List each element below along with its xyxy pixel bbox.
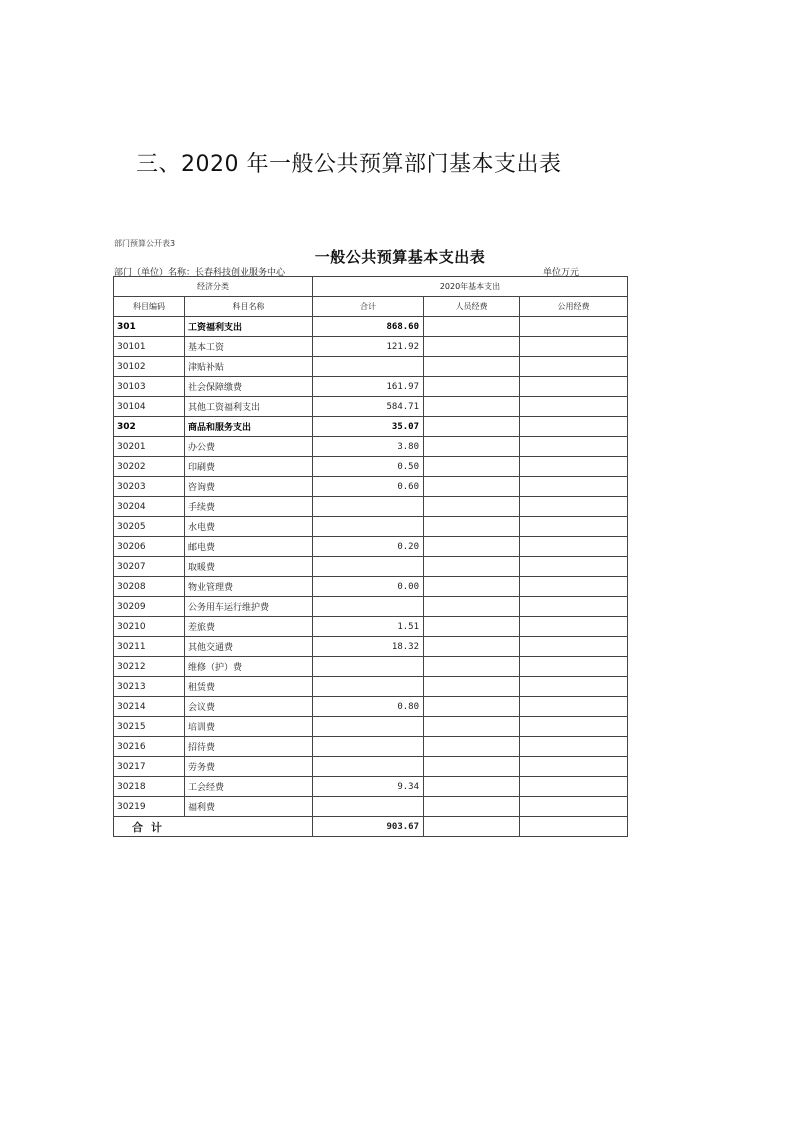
cell-total xyxy=(313,757,424,777)
table-row xyxy=(114,797,628,817)
cell-name: 工会经费 xyxy=(185,777,313,797)
cell-personnel xyxy=(424,577,520,597)
table-row xyxy=(114,697,628,717)
cell-code: 30216 xyxy=(114,737,185,757)
table-row xyxy=(114,517,628,537)
cell-code: 30203 xyxy=(114,477,185,497)
cell-code: 30101 xyxy=(114,337,185,357)
cell-name: 差旅费 xyxy=(185,617,313,637)
cell-total xyxy=(313,517,424,537)
table-row xyxy=(114,317,628,337)
cell-personnel xyxy=(424,617,520,637)
cell-personnel xyxy=(424,397,520,417)
cell-name: 基本工资 xyxy=(185,337,313,357)
cell-personnel xyxy=(424,377,520,397)
cell-name: 劳务费 xyxy=(185,757,313,777)
cell-total: 0.60 xyxy=(313,477,424,497)
cell-code: 30206 xyxy=(114,537,185,557)
cell-personnel xyxy=(424,437,520,457)
cell-total xyxy=(313,797,424,817)
cell-public xyxy=(520,657,628,677)
table-row xyxy=(114,397,628,417)
cell-public xyxy=(520,477,628,497)
cell-code: 30202 xyxy=(114,457,185,477)
cell-public xyxy=(520,457,628,477)
cell-personnel xyxy=(424,797,520,817)
cell-personnel xyxy=(424,697,520,717)
header-row-1 xyxy=(114,277,628,297)
cell-name: 手续费 xyxy=(185,497,313,517)
cell-code: 30209 xyxy=(114,597,185,617)
cell-name: 社会保障缴费 xyxy=(185,377,313,397)
cell-name: 租赁费 xyxy=(185,677,313,697)
cell-personnel xyxy=(424,717,520,737)
cell-code: 30208 xyxy=(114,577,185,597)
cell-name: 印刷费 xyxy=(185,457,313,477)
cell-total: 0.00 xyxy=(313,577,424,597)
cell-personnel xyxy=(424,497,520,517)
cell-code: 30213 xyxy=(114,677,185,697)
cell-public xyxy=(520,697,628,717)
table-row xyxy=(114,417,628,437)
cell-personnel xyxy=(424,457,520,477)
header-name: 科目名称 xyxy=(185,297,313,317)
expenditure-table xyxy=(113,276,628,837)
table-row xyxy=(114,637,628,657)
cell-code: 30104 xyxy=(114,397,185,417)
table-row xyxy=(114,357,628,377)
cell-public xyxy=(520,437,628,457)
header-row-2 xyxy=(114,297,628,317)
cell-total xyxy=(313,677,424,697)
cell-total: 584.71 xyxy=(313,397,424,417)
header-code: 科目编码 xyxy=(114,297,185,317)
cell-code: 302 xyxy=(114,417,185,437)
table-row xyxy=(114,537,628,557)
cell-public xyxy=(520,317,628,337)
cell-code: 30207 xyxy=(114,557,185,577)
cell-name: 津贴补贴 xyxy=(185,357,313,377)
cell-code: 30204 xyxy=(114,497,185,517)
table-row xyxy=(114,437,628,457)
department-name: 部门（单位）名称：长春科技创业服务中心 xyxy=(114,268,286,278)
table-row xyxy=(114,717,628,737)
table-row xyxy=(114,457,628,477)
table-row xyxy=(114,677,628,697)
cell-total xyxy=(313,497,424,517)
cell-public xyxy=(520,337,628,357)
cell-code: 30214 xyxy=(114,697,185,717)
cell-total xyxy=(313,737,424,757)
cell-personnel xyxy=(424,357,520,377)
table-row xyxy=(114,497,628,517)
total-personnel xyxy=(424,817,520,837)
cell-name: 培训费 xyxy=(185,717,313,737)
cell-public xyxy=(520,737,628,757)
cell-public xyxy=(520,377,628,397)
unit-label: 单位万元 xyxy=(543,268,580,278)
table-row xyxy=(114,617,628,637)
cell-total: 35.07 xyxy=(313,417,424,437)
cell-total: 18.32 xyxy=(313,637,424,657)
cell-name: 公务用车运行维护费 xyxy=(185,597,313,617)
cell-code: 30217 xyxy=(114,757,185,777)
cell-public xyxy=(520,637,628,657)
cell-code: 30102 xyxy=(114,357,185,377)
cell-personnel xyxy=(424,737,520,757)
cell-public xyxy=(520,677,628,697)
cell-code: 30205 xyxy=(114,517,185,537)
cell-personnel xyxy=(424,517,520,537)
cell-name: 取暖费 xyxy=(185,557,313,577)
cell-total xyxy=(313,717,424,737)
total-public xyxy=(520,817,628,837)
cell-total: 121.92 xyxy=(313,337,424,357)
table-row xyxy=(114,577,628,597)
cell-public xyxy=(520,717,628,737)
total-value: 903.67 xyxy=(313,817,424,837)
cell-name: 水电费 xyxy=(185,517,313,537)
table-row xyxy=(114,477,628,497)
cell-code: 30210 xyxy=(114,617,185,637)
cell-public xyxy=(520,797,628,817)
cell-total xyxy=(313,557,424,577)
cell-public xyxy=(520,577,628,597)
cell-public xyxy=(520,757,628,777)
cell-code: 30215 xyxy=(114,717,185,737)
cell-personnel xyxy=(424,417,520,437)
cell-personnel xyxy=(424,337,520,357)
cell-code: 30219 xyxy=(114,797,185,817)
cell-name: 办公费 xyxy=(185,437,313,457)
table-title: 一般公共预算基本支出表 xyxy=(314,248,486,266)
cell-total xyxy=(313,657,424,677)
cell-code: 30212 xyxy=(114,657,185,677)
cell-personnel xyxy=(424,777,520,797)
cell-name: 工资福利支出 xyxy=(185,317,313,337)
cell-public xyxy=(520,777,628,797)
page-heading: 三、2020 年一般公共预算部门基本支出表 xyxy=(136,152,562,177)
cell-code: 30201 xyxy=(114,437,185,457)
cell-public xyxy=(520,597,628,617)
cell-personnel xyxy=(424,657,520,677)
table-row xyxy=(114,777,628,797)
cell-personnel xyxy=(424,557,520,577)
cell-personnel xyxy=(424,317,520,337)
cell-name: 物业管理费 xyxy=(185,577,313,597)
cell-code: 30218 xyxy=(114,777,185,797)
total-label: 合计 xyxy=(114,817,313,837)
cell-public xyxy=(520,357,628,377)
cell-public xyxy=(520,517,628,537)
cell-total: 0.20 xyxy=(313,537,424,557)
cell-personnel xyxy=(424,597,520,617)
cell-name: 其他工资福利支出 xyxy=(185,397,313,417)
cell-public xyxy=(520,557,628,577)
header-public: 公用经费 xyxy=(520,297,628,317)
cell-public xyxy=(520,617,628,637)
cell-personnel xyxy=(424,637,520,657)
header-econ-class: 经济分类 xyxy=(114,277,313,297)
table-row xyxy=(114,657,628,677)
table-row xyxy=(114,557,628,577)
table-row xyxy=(114,737,628,757)
cell-public xyxy=(520,397,628,417)
cell-public xyxy=(520,417,628,437)
cell-total xyxy=(313,357,424,377)
cell-name: 咨询费 xyxy=(185,477,313,497)
cell-name: 其他交通费 xyxy=(185,637,313,657)
cell-total: 868.60 xyxy=(313,317,424,337)
cell-name: 商品和服务支出 xyxy=(185,417,313,437)
table-row xyxy=(114,757,628,777)
cell-name: 邮电费 xyxy=(185,537,313,557)
cell-personnel xyxy=(424,677,520,697)
cell-code: 301 xyxy=(114,317,185,337)
table-row xyxy=(114,377,628,397)
cell-name: 福利费 xyxy=(185,797,313,817)
cell-personnel xyxy=(424,477,520,497)
header-personnel: 人员经费 xyxy=(424,297,520,317)
cell-code: 30103 xyxy=(114,377,185,397)
table-row xyxy=(114,337,628,357)
cell-total: 161.97 xyxy=(313,377,424,397)
cell-total: 3.80 xyxy=(313,437,424,457)
cell-code: 30211 xyxy=(114,637,185,657)
cell-total: 0.80 xyxy=(313,697,424,717)
cell-total: 9.34 xyxy=(313,777,424,797)
cell-public xyxy=(520,497,628,517)
cell-name: 会议费 xyxy=(185,697,313,717)
cell-total xyxy=(313,597,424,617)
header-year-expense: 2020年基本支出 xyxy=(313,277,628,297)
form-code: 部门预算公开表3 xyxy=(114,239,176,248)
cell-personnel xyxy=(424,757,520,777)
cell-personnel xyxy=(424,537,520,557)
header-total: 合计 xyxy=(313,297,424,317)
cell-name: 招待费 xyxy=(185,737,313,757)
cell-public xyxy=(520,537,628,557)
total-row xyxy=(114,817,628,837)
cell-total: 1.51 xyxy=(313,617,424,637)
cell-total: 0.50 xyxy=(313,457,424,477)
cell-name: 维修（护）费 xyxy=(185,657,313,677)
table-row xyxy=(114,597,628,617)
